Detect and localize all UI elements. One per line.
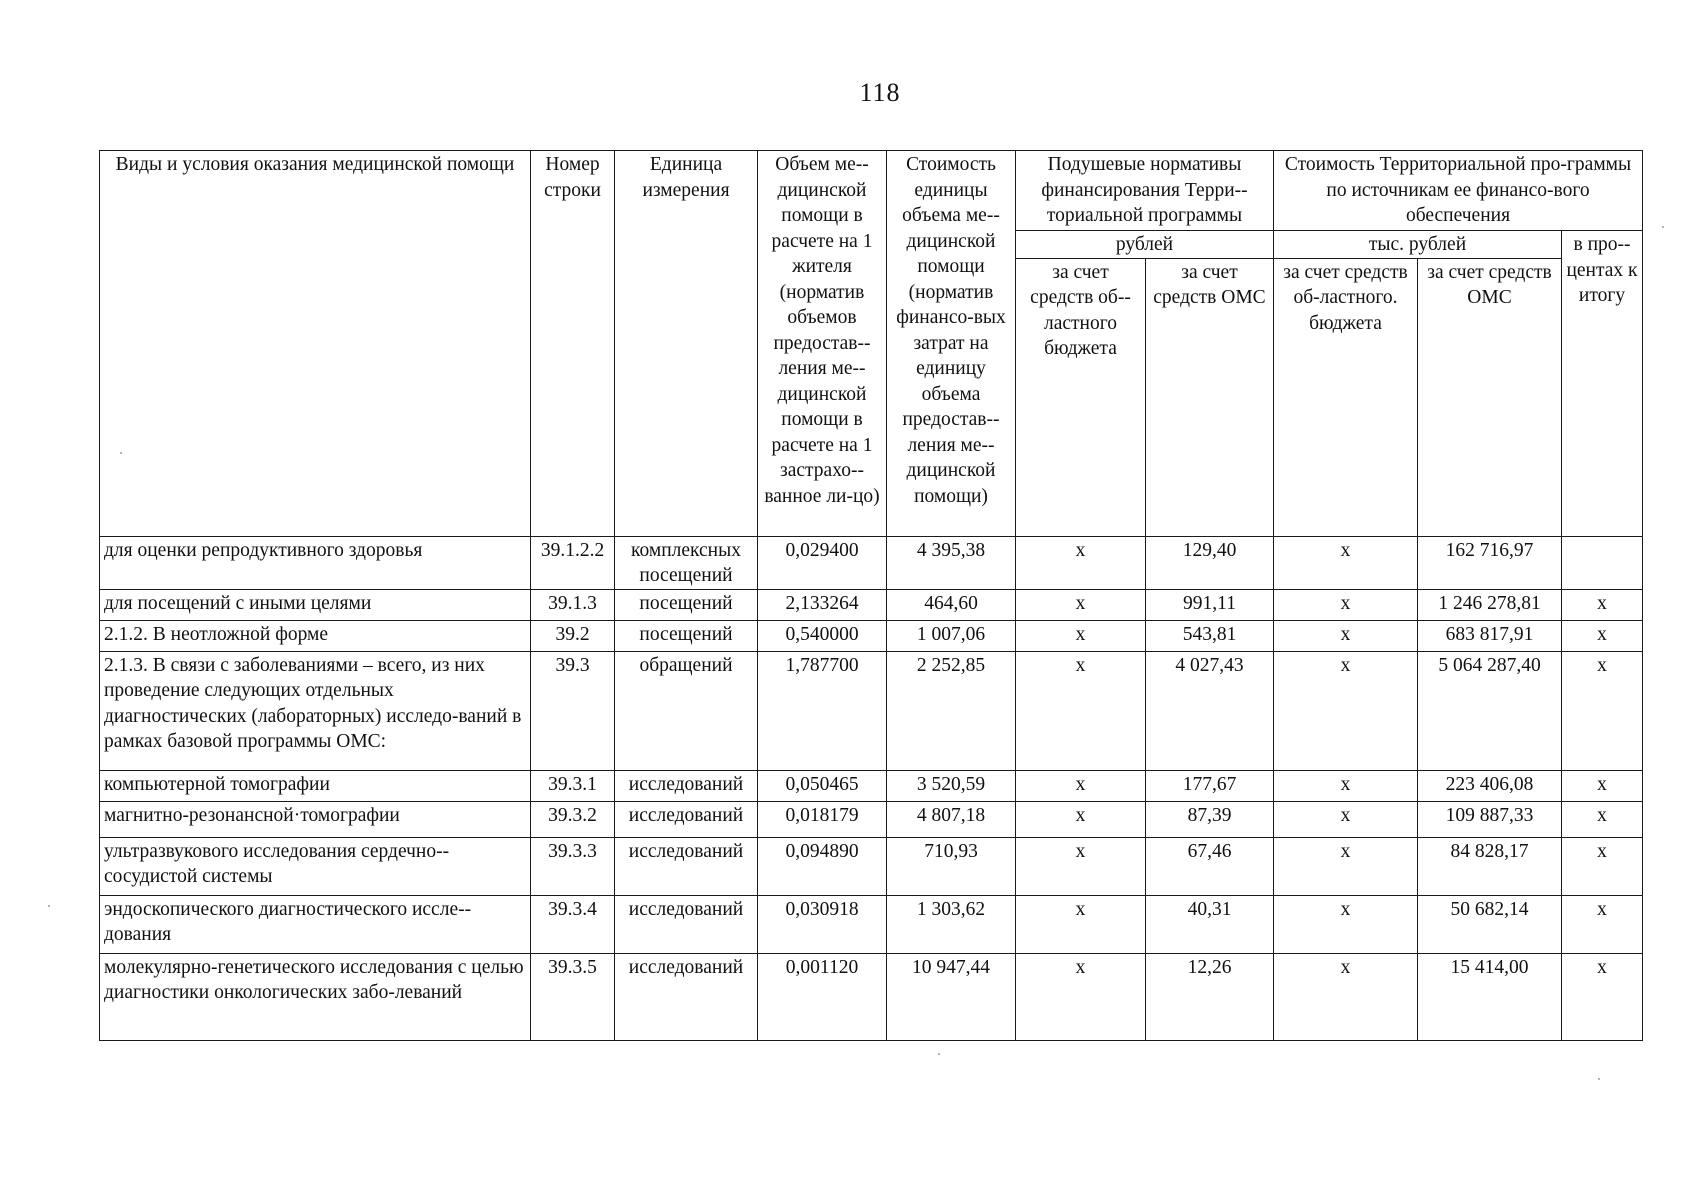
- row-unit: исследований: [615, 770, 758, 801]
- table-row: [100, 536, 1643, 589]
- row-code: 39.3.2: [531, 801, 615, 837]
- row-name: магнитно-резонансной·томографии: [100, 801, 531, 837]
- row-cost: 10 947,44: [887, 953, 1016, 1040]
- row-pc-regional: х: [1016, 837, 1146, 895]
- row-pc-regional: х: [1016, 770, 1146, 801]
- row-pc-regional: х: [1016, 589, 1146, 620]
- row-pc-oms: 40,31: [1146, 895, 1274, 953]
- row-pc-regional: х: [1016, 536, 1146, 589]
- row-tot-oms: 84 828,17: [1418, 837, 1562, 895]
- row-tot-oms: 162 716,97: [1418, 536, 1562, 589]
- table-row: [100, 837, 1643, 895]
- scan-speck: [1598, 1078, 1600, 1080]
- row-tot-oms: 683 817,91: [1418, 620, 1562, 651]
- row-pc-oms: 991,11: [1146, 589, 1274, 620]
- row-volume: 1,787700: [758, 651, 887, 770]
- row-tot-regional: х: [1274, 651, 1418, 770]
- scan-speck: [48, 905, 50, 907]
- financing-table: [99, 150, 1643, 1041]
- row-pc-regional: х: [1016, 953, 1146, 1040]
- row-tot-regional: х: [1274, 837, 1418, 895]
- table-row: [100, 895, 1643, 953]
- row-volume: 0,094890: [758, 837, 887, 895]
- row-tot-oms: 223 406,08: [1418, 770, 1562, 801]
- row-tot-oms: 15 414,00: [1418, 953, 1562, 1040]
- row-tot-regional: х: [1274, 589, 1418, 620]
- row-percent: х: [1562, 895, 1643, 953]
- scan-speck: [938, 1053, 940, 1055]
- row-cost: 710,93: [887, 837, 1016, 895]
- row-code: 39.3.4: [531, 895, 615, 953]
- row-percent: х: [1562, 620, 1643, 651]
- row-pc-regional: х: [1016, 895, 1146, 953]
- scan-speck: [1662, 226, 1664, 228]
- row-cost: 2 252,85: [887, 651, 1016, 770]
- row-unit: посещений: [615, 620, 758, 651]
- row-percent: х: [1562, 837, 1643, 895]
- row-name: компьютерной томографии: [100, 770, 531, 801]
- row-code: 39.1.2.2: [531, 536, 615, 589]
- row-volume: 2,133264: [758, 589, 887, 620]
- row-code: 39.3.3: [531, 837, 615, 895]
- row-pc-oms: 67,46: [1146, 837, 1274, 895]
- row-percent: х: [1562, 589, 1643, 620]
- row-cost: 3 520,59: [887, 770, 1016, 801]
- row-percent: х: [1562, 651, 1643, 770]
- table-row: [100, 953, 1643, 1040]
- row-code: 39.3.5: [531, 953, 615, 1040]
- row-pc-oms: 129,40: [1146, 536, 1274, 589]
- row-name: для оценки репродуктивного здоровья: [100, 536, 531, 589]
- row-pc-regional: х: [1016, 651, 1146, 770]
- header-row-number: Номер строки: [531, 151, 615, 537]
- row-name: молекулярно-генетического исследования с целью диагностики онкологических забо-леваний: [100, 953, 531, 1040]
- header-total-cost-group: Стоимость Территориальной про-граммы по источникам ее финансо-вого обеспечения: [1274, 151, 1643, 231]
- header-percent: в про-центах к итогу: [1562, 231, 1643, 537]
- row-pc-oms: 87,39: [1146, 801, 1274, 837]
- row-tot-regional: х: [1274, 895, 1418, 953]
- row-pc-regional: х: [1016, 801, 1146, 837]
- header-per-capita-group: Подушевые нормативы финансирования Терри-ториальной программы: [1016, 151, 1274, 231]
- row-code: 39.3: [531, 651, 615, 770]
- row-name: 2.1.2. В неотложной форме: [100, 620, 531, 651]
- row-code: 39.2: [531, 620, 615, 651]
- row-tot-oms: 50 682,14: [1418, 895, 1562, 953]
- header-tot-oms: за счет средств ОМС: [1418, 258, 1562, 536]
- row-volume: 0,540000: [758, 620, 887, 651]
- row-code: 39.3.1: [531, 770, 615, 801]
- header-unit-cost: Стоимость единицы объема ме-дицинской помощи (норматив финансо-вых затрат на единицу объема предостав-ления ме-дицинской помощи): [887, 151, 1016, 537]
- row-cost: 1 007,06: [887, 620, 1016, 651]
- row-tot-oms: 5 064 287,40: [1418, 651, 1562, 770]
- row-tot-oms: 1 246 278,81: [1418, 589, 1562, 620]
- row-pc-oms: 177,67: [1146, 770, 1274, 801]
- row-tot-regional: х: [1274, 953, 1418, 1040]
- table-row: [100, 620, 1643, 651]
- table-row: [100, 589, 1643, 620]
- row-name: для посещений с иными целями: [100, 589, 531, 620]
- header-type-of-care: Виды и условия оказания медицинской помощи: [100, 151, 531, 537]
- row-name: эндоскопического диагностического иссле-дования: [100, 895, 531, 953]
- row-tot-regional: х: [1274, 536, 1418, 589]
- row-unit: исследований: [615, 837, 758, 895]
- header-unit: Единица измерения: [615, 151, 758, 537]
- row-tot-regional: х: [1274, 770, 1418, 801]
- table-row: [100, 770, 1643, 801]
- row-percent: [1562, 536, 1643, 589]
- header-pc-oms: за счет средств ОМС: [1146, 258, 1274, 536]
- row-pc-oms: 4 027,43: [1146, 651, 1274, 770]
- row-unit: посещений: [615, 589, 758, 620]
- row-unit: комплексных посещений: [615, 536, 758, 589]
- header-total-units: тыс. рублей: [1274, 231, 1562, 259]
- row-tot-regional: х: [1274, 801, 1418, 837]
- row-cost: 4 395,38: [887, 536, 1016, 589]
- row-percent: х: [1562, 770, 1643, 801]
- row-unit: исследований: [615, 953, 758, 1040]
- row-volume: 0,018179: [758, 801, 887, 837]
- header-pc-regional: за счет средств об-ластного бюджета: [1016, 258, 1146, 536]
- table-header: [100, 151, 1643, 537]
- row-volume: 0,030918: [758, 895, 887, 953]
- table-row: [100, 651, 1643, 770]
- row-name: 2.1.3. В связи с заболеваниями – всего, из них проведение следующих отдельных диагностических (лабораторных) исследо-ваний в рамках базовой программы ОМС:: [100, 651, 531, 770]
- row-name: ультразвукового исследования сердечно-сосудистой системы: [100, 837, 531, 895]
- row-unit: обращений: [615, 651, 758, 770]
- header-tot-regional: за счет средств об-ластного. бюджета: [1274, 258, 1418, 536]
- table-row: [100, 801, 1643, 837]
- row-unit: исследований: [615, 895, 758, 953]
- page-number: 118: [859, 78, 901, 107]
- scan-speck: [120, 452, 122, 454]
- row-volume: 0,029400: [758, 536, 887, 589]
- header-per-capita-units: рублей: [1016, 231, 1274, 259]
- header-volume: Объем ме-дицинской помощи в расчете на 1 жителя (норматив объемов предостав-ления ме-дицинской помощи в расчете на 1 застрахо-ванное ли-цо): [758, 151, 887, 537]
- row-volume: 0,050465: [758, 770, 887, 801]
- row-pc-oms: 12,26: [1146, 953, 1274, 1040]
- row-volume: 0,001120: [758, 953, 887, 1040]
- table-body: [100, 536, 1643, 1040]
- row-pc-regional: х: [1016, 620, 1146, 651]
- row-percent: х: [1562, 801, 1643, 837]
- row-cost: 464,60: [887, 589, 1016, 620]
- row-tot-regional: х: [1274, 620, 1418, 651]
- row-code: 39.1.3: [531, 589, 615, 620]
- row-percent: х: [1562, 953, 1643, 1040]
- row-cost: 1 303,62: [887, 895, 1016, 953]
- row-pc-oms: 543,81: [1146, 620, 1274, 651]
- row-unit: исследований: [615, 801, 758, 837]
- row-tot-oms: 109 887,33: [1418, 801, 1562, 837]
- row-cost: 4 807,18: [887, 801, 1016, 837]
